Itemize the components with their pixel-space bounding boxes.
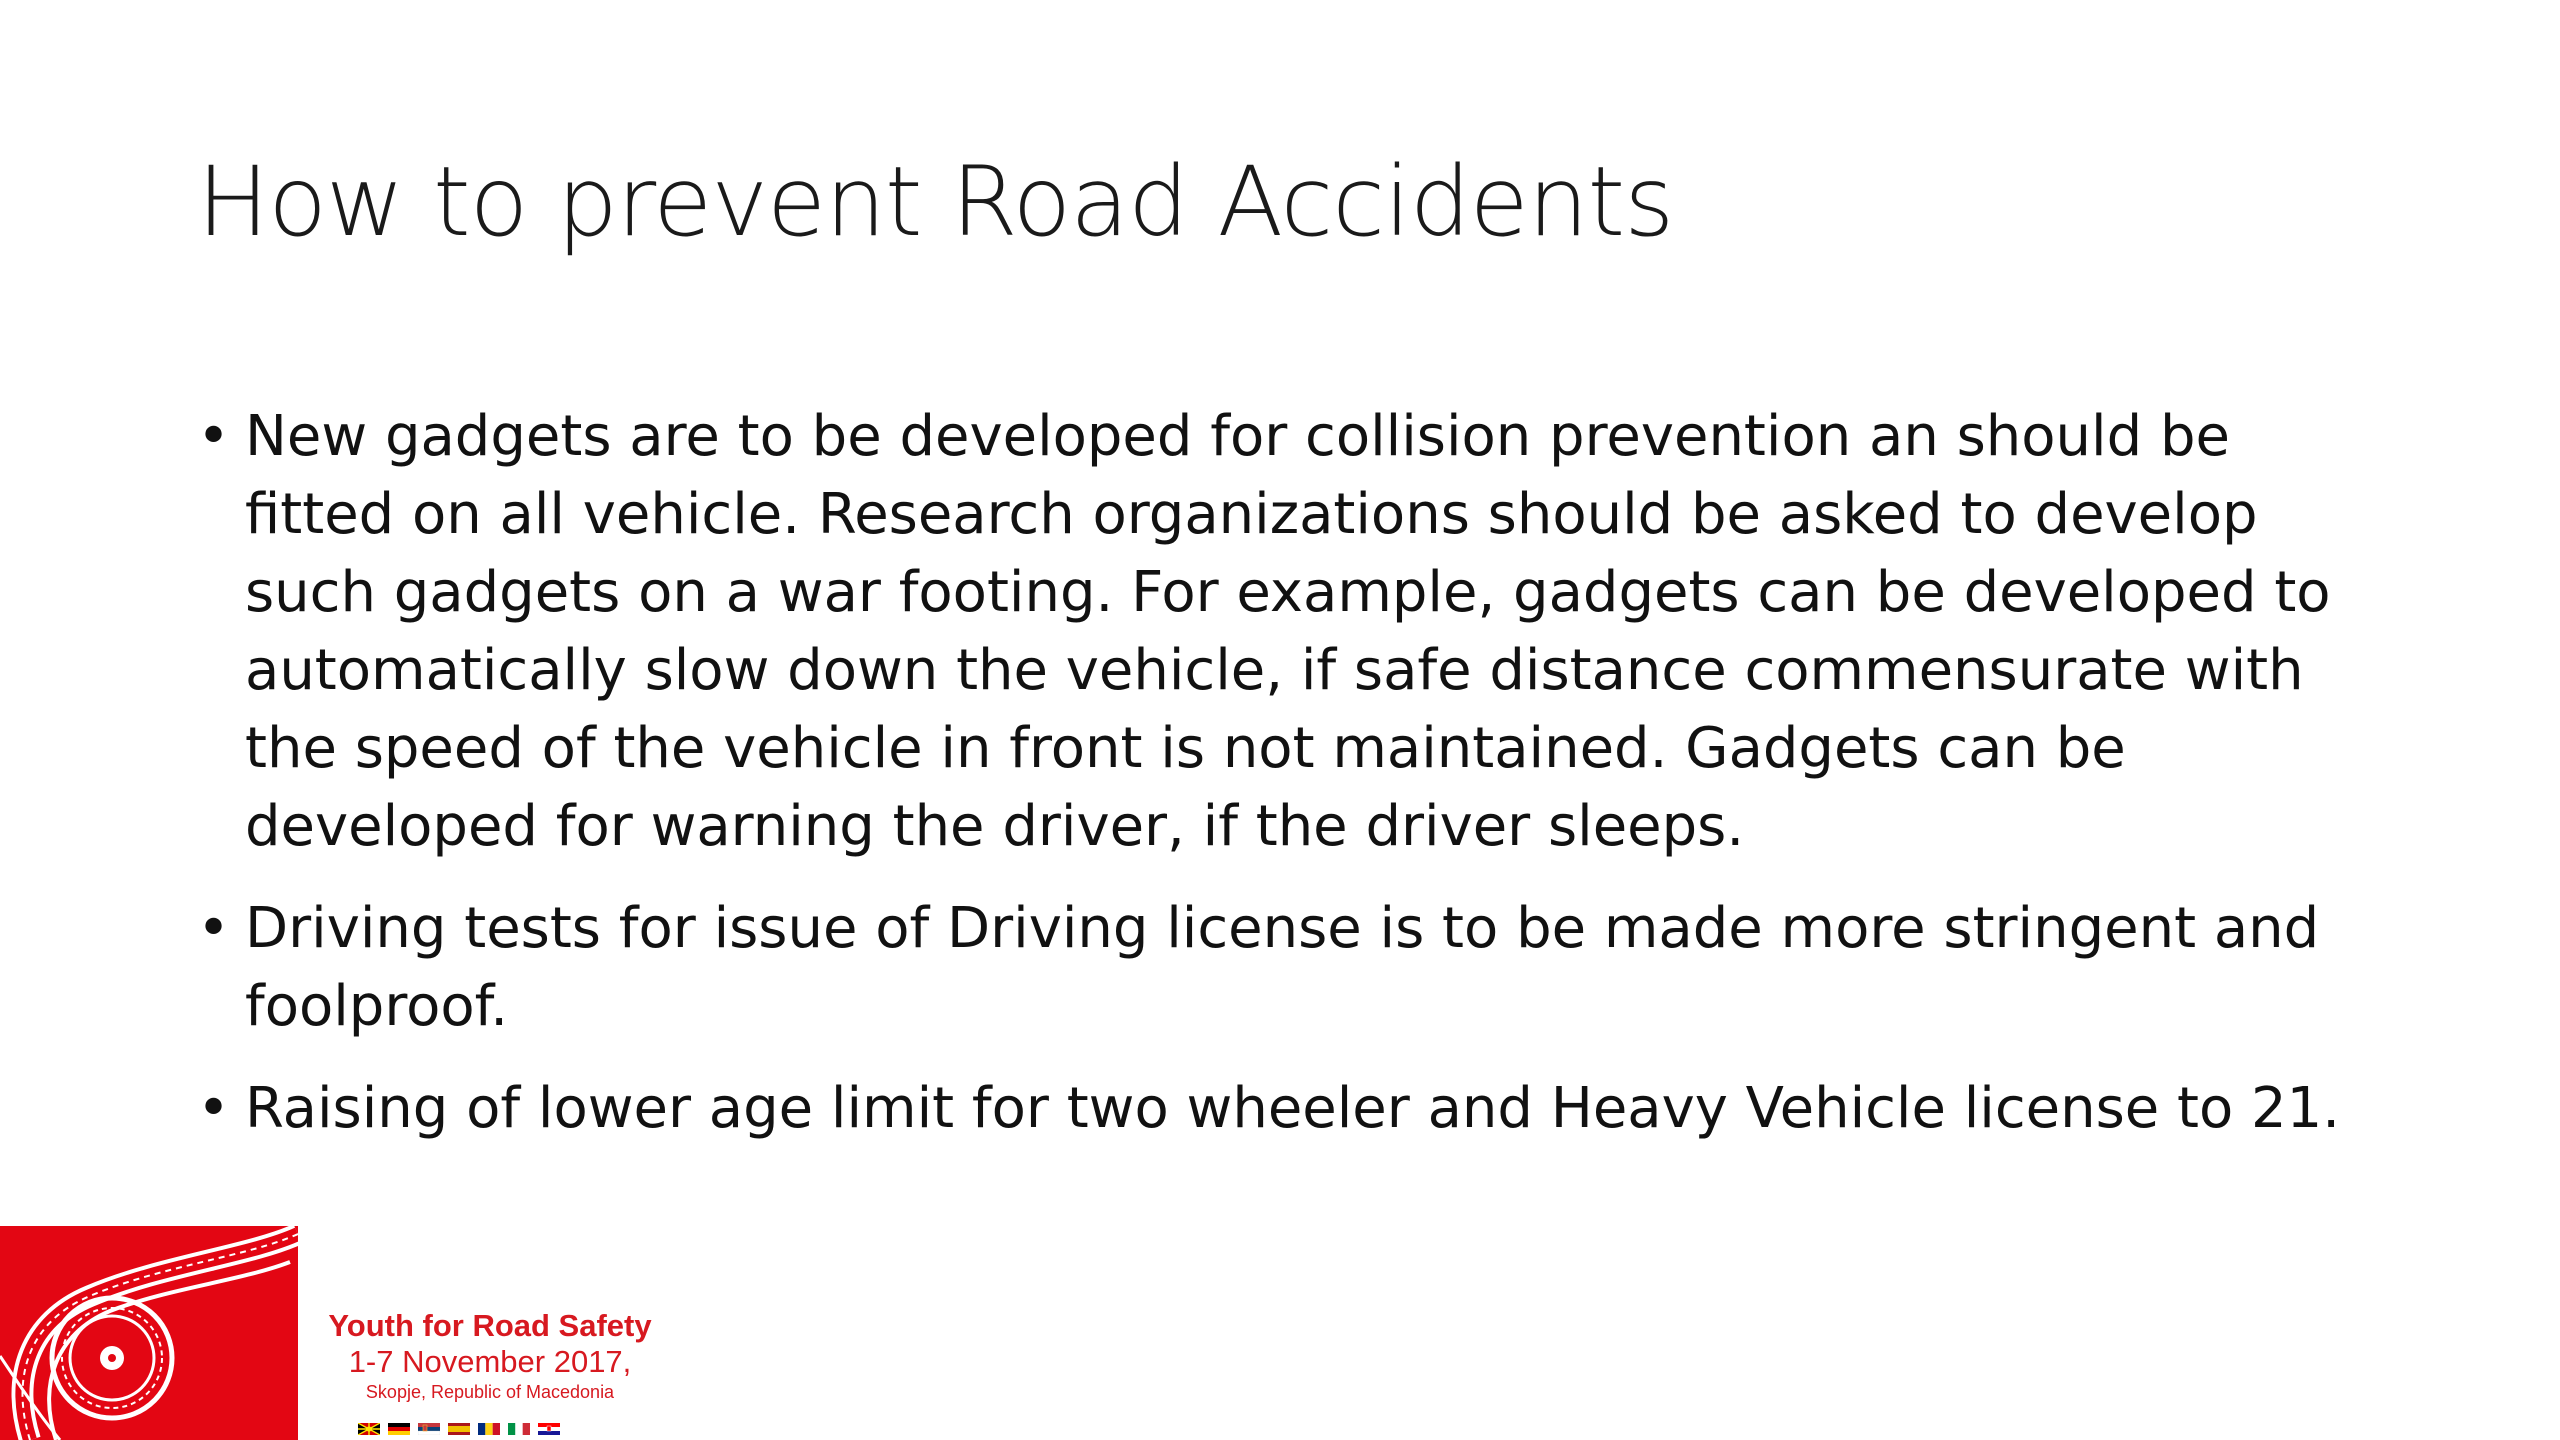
road-wheel-graphic-icon — [0, 1226, 298, 1440]
event-logo — [0, 1226, 700, 1440]
bullet-list — [197, 398, 2387, 1172]
event-name: Youth for Road Safety — [328, 1308, 652, 1343]
partner-flags — [358, 1423, 560, 1435]
bullet-item — [197, 1070, 2387, 1148]
logo-text-block — [300, 1308, 680, 1404]
flag-macedonia-icon — [358, 1423, 380, 1435]
flag-italy-icon — [508, 1423, 530, 1435]
flag-romania-icon — [478, 1423, 500, 1435]
bullet-text: New gadgets are to be developed for collision prevention an should be fitted on all vehicle. Research organizations should be asked to develop such gadgets on a war footing. For example, gadgets can be developed to automatically slow down the vehicle, if safe distance commensurate with the speed of the vehicle in front is not maintained. Gadgets can be developed for warning the driver, if the driver sleeps. — [245, 404, 2331, 859]
flag-serbia-icon — [418, 1423, 440, 1435]
flag-croatia-icon — [538, 1423, 560, 1435]
road-wheel-logo-icon — [0, 1226, 298, 1440]
bullet-icon: • — [197, 1076, 231, 1141]
event-dates: 1-7 November 2017, — [348, 1344, 632, 1379]
bullet-icon: • — [197, 896, 231, 961]
flag-spain-icon — [448, 1423, 470, 1435]
bullet-item — [197, 890, 2387, 1046]
bullet-text: Driving tests for issue of Driving license is to be made more stringent and foolproof. — [245, 896, 2320, 1039]
flag-germany-icon — [388, 1423, 410, 1435]
event-location: Skopje, Republic of Macedonia — [365, 1382, 615, 1402]
bullet-icon: • — [197, 404, 231, 469]
bullet-item — [197, 398, 2387, 866]
slide-title: How to prevent Road Accidents — [197, 146, 1674, 258]
bullet-text: Raising of lower age limit for two wheeler and Heavy Vehicle license to 21. — [245, 1076, 2341, 1141]
